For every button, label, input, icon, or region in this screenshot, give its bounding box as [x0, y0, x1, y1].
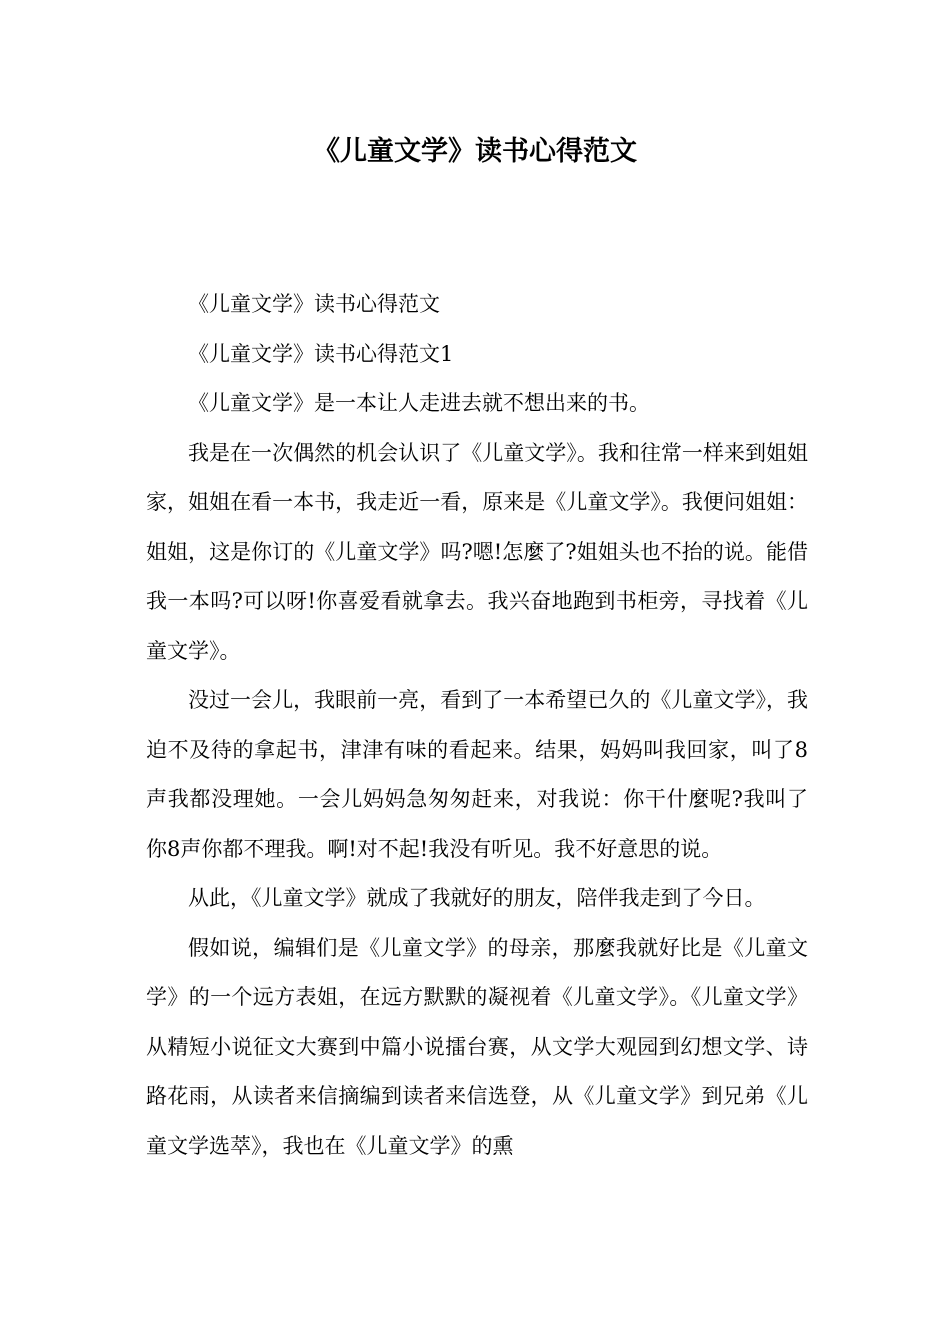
paragraph: 我是在一次偶然的机会认识了《儿童文学》。我和往常一样来到姐姐家，姐姐在看一本书，我走近一看，原来是《儿童文学》。我便问姐姐：姐姐，这是你订的《儿童文学》吗?嗯!怎麼了?姐姐头也不抬的说。能借我一本吗?可以呀!你喜爱看就拿去。我兴奋地跑到书柜旁，寻找着《儿童文学》。 — [146, 440, 808, 663]
paragraph: 没过一会儿，我眼前一亮，看到了一本希望已久的《儿童文学》，我迫不及待的拿起书，津津有味的看起来。结果，妈妈叫我回家，叫了8声我都没理她。一会儿妈妈急匆匆赶来，对我说：你干什麼呢?我叫了你8声你都不理我。啊!对不起!我没有听见。我不好意思的说。 — [146, 688, 808, 861]
paragraph-subheading: 《儿童文学》读书心得范文1 — [188, 341, 454, 366]
document-title: 《儿童文学》读书心得范文 — [313, 136, 637, 167]
paragraph: 从此，《儿童文学》就成了我就好的朋友，陪伴我走到了今日。 — [188, 886, 766, 910]
document-body — [146, 280, 808, 1171]
paragraph: 《儿童文学》是一本让人走进去就不想出来的书。 — [188, 391, 650, 415]
paragraph: 假如说，编辑们是《儿童文学》的母亲，那麼我就好比是《儿童文学》的一个远方表姐，在远方默默的凝视着《儿童文学》。《儿童文学》从精短小说征文大赛到中篇小说擂台赛，从文学大观园到幻想文学、诗路花雨，从读者来信摘编到读者来信选登，从《儿童文学》到兄弟《儿童文学选萃》，我也在《儿童文学》的熏 — [146, 935, 808, 1158]
paragraph-heading: 《儿童文学》读书心得范文 — [188, 292, 440, 316]
